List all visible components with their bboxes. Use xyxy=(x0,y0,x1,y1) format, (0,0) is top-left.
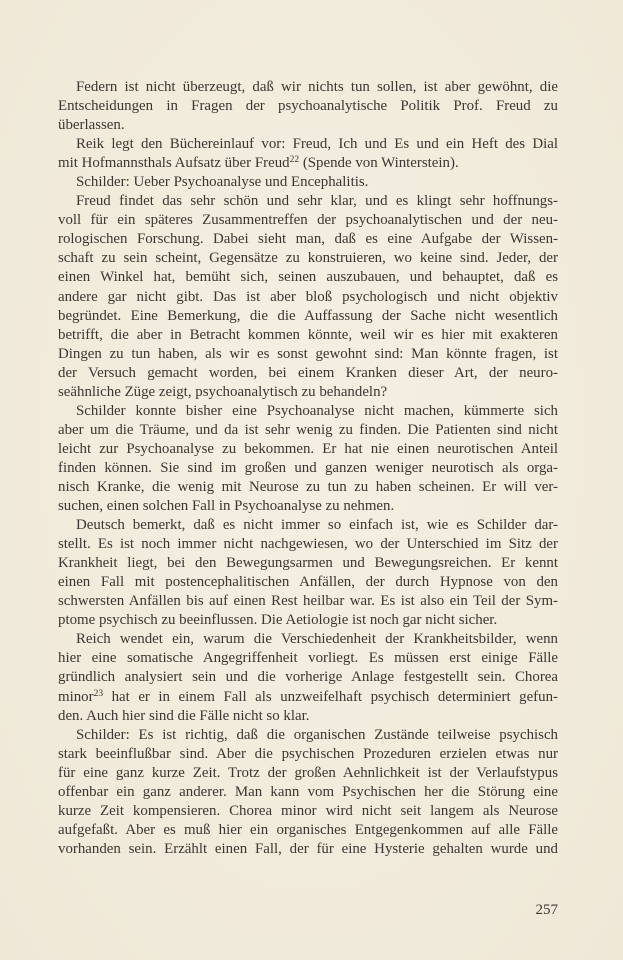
text-line: nisch Kranke, die wenig mit Neurose zu tun zu haben scheinen. Er will ver- xyxy=(58,478,558,495)
text-line: Federn ist nicht überzeugt, daß wir nichts tun sollen, ist aber gewöhnt, die xyxy=(76,79,558,95)
page-number: 257 xyxy=(535,902,558,918)
text-line: für eine ganz kurze Zeit. Trotz der großen Aehnlichkeit ist der Verlaufstypus xyxy=(58,764,558,781)
paragraph xyxy=(58,173,558,192)
text-line: kurze Zeit kompensieren. Chorea minor wird nicht seit langem als Neurose xyxy=(58,802,558,819)
text-line: finden können. Sie sind im großen und ganzen weniger neurotisch als orga- xyxy=(58,459,558,476)
text-line: aufgefaßt. Aber es muß hier ein organisches Entgegenkommen auf alle Fälle xyxy=(58,821,558,838)
text-line: einen Winkel hat, bemüht sich, seinen auszubauen, und behauptet, daß es xyxy=(58,269,558,286)
paragraph xyxy=(58,726,558,859)
text-line: Reik legt den Büchereinlauf vor: Freud, Ich und Es und ein Heft des Dial xyxy=(76,136,558,153)
text-line: leicht zur Psychoanalyse zu bekommen. Er hat nie einen neurotischen Anteil xyxy=(58,440,558,457)
text-line: überlassen. xyxy=(58,117,125,134)
text-line: ptome psychisch zu beeinflussen. Die Aetiologie ist noch gar nicht sicher. xyxy=(58,612,498,629)
text-line: schaft zu sein scheint, Gegensätze zu konstruieren, wo keine sind. Jeder, der xyxy=(58,250,558,267)
text-line: Reich wendet ein, warum die Verschiedenheit der Krankheitsbilder, wenn xyxy=(76,631,558,648)
paragraph xyxy=(58,78,558,135)
text-line: voll für ein späteres Zusammentreffen der psychoanalytischen und der neu- xyxy=(58,212,558,229)
footnote-marker: 23 xyxy=(93,688,104,699)
paragraph xyxy=(58,135,558,173)
text-line: begründet. Eine Bemerkung, die die Auffassung der Sache nicht wesentlich xyxy=(58,307,558,324)
footnote-marker: 22 xyxy=(289,155,300,166)
text-line: schwersten Anfällen bis auf einen Rest heilbar war. Es ist also ein Teil der Sym- xyxy=(58,593,558,610)
text-line: Krankheit liegt, bei den Bewegungsarmen und Bewegungsreichen. Er kennt xyxy=(58,555,558,572)
text-line: suchen, einen solchen Fall in Psychoanalyse zu nehmen. xyxy=(58,498,395,515)
text-line: der Versuch gemacht worden, bei einem Kranken dieser Art, der neuro- xyxy=(58,364,558,381)
text-line: einen Fall mit postencephalitischen Anfällen, der durch Hypnose von den xyxy=(58,574,558,591)
text-line: stellt. Es ist noch immer nicht nachgewiesen, wo der Unterschied im Sitz der xyxy=(58,536,558,553)
text-line: minor$^{23}$ hat er in einem Fall als unzweifelhaft psychisch determiniert gefun- xyxy=(58,688,558,705)
text-line: andere gar nicht gibt. Das ist aber bloß psychologisch und nicht objektiv xyxy=(58,288,558,305)
text-line: Deutsch bemerkt, daß es nicht immer so einfach ist, wie es Schilder dar- xyxy=(76,517,558,534)
text-line: seähnliche Züge zeigt, psychoanalytisch zu behandeln? xyxy=(58,383,388,400)
text-line: Schilder: Es ist richtig, daß die organischen Zustände teilweise psychisch xyxy=(76,726,558,743)
body-text xyxy=(58,78,558,859)
text-line: stark beeinflußbar sind. Aber die psychischen Prozeduren erzielen etwas nur xyxy=(58,745,558,762)
text-line: Freud findet das sehr schön und sehr klar, und es klingt sehr hoffnungs- xyxy=(76,193,558,210)
paragraph xyxy=(58,402,558,516)
text-line: betrifft, die aber in Betracht kommen könnte, weil wir es hier mit exakteren xyxy=(58,326,558,343)
text-line: aber um die Träume, und da ist sehr wenig zu finden. Die Patienten sind nicht xyxy=(58,421,558,438)
text-line: Dingen zu tun haben, als wir es sonst gewohnt sind: Man könnte fragen, ist xyxy=(58,345,558,362)
text-line: Schilder: Ueber Psychoanalyse und Encephalitis. xyxy=(76,174,369,191)
text-line: den. Auch hier sind die Fälle nicht so klar. xyxy=(58,707,310,724)
text-line: mit Hofmannsthals Aufsatz über Freud$^{22}$ (Spende von Winterstein). xyxy=(58,155,459,172)
text-line: rologischen Forschung. Dabei sieht man, daß es eine Aufgabe der Wissen- xyxy=(58,231,558,248)
text-line: offenbar ein ganz anderer. Man kann vom Psychischen her die Störung eine xyxy=(58,783,558,800)
paragraph xyxy=(58,516,558,630)
text-line: hier eine somatische Angegriffenheit vorliegt. Es müssen erst einige Fälle xyxy=(58,650,558,667)
text-line: Entscheidungen in Fragen der psychoanalytische Politik Prof. Freud zu xyxy=(58,98,558,115)
text-line: Schilder konnte bisher eine Psychoanalyse nicht machen, kümmerte sich xyxy=(76,402,558,419)
paragraph xyxy=(58,192,558,402)
text-line: gründlich analysiert sein und die vorherige Anlage festgestellt sein. Chorea xyxy=(58,669,558,686)
paragraph xyxy=(58,630,558,725)
text-line: vorhanden sein. Erzählt einen Fall, der für eine Hysterie gehalten wurde und xyxy=(58,840,558,857)
